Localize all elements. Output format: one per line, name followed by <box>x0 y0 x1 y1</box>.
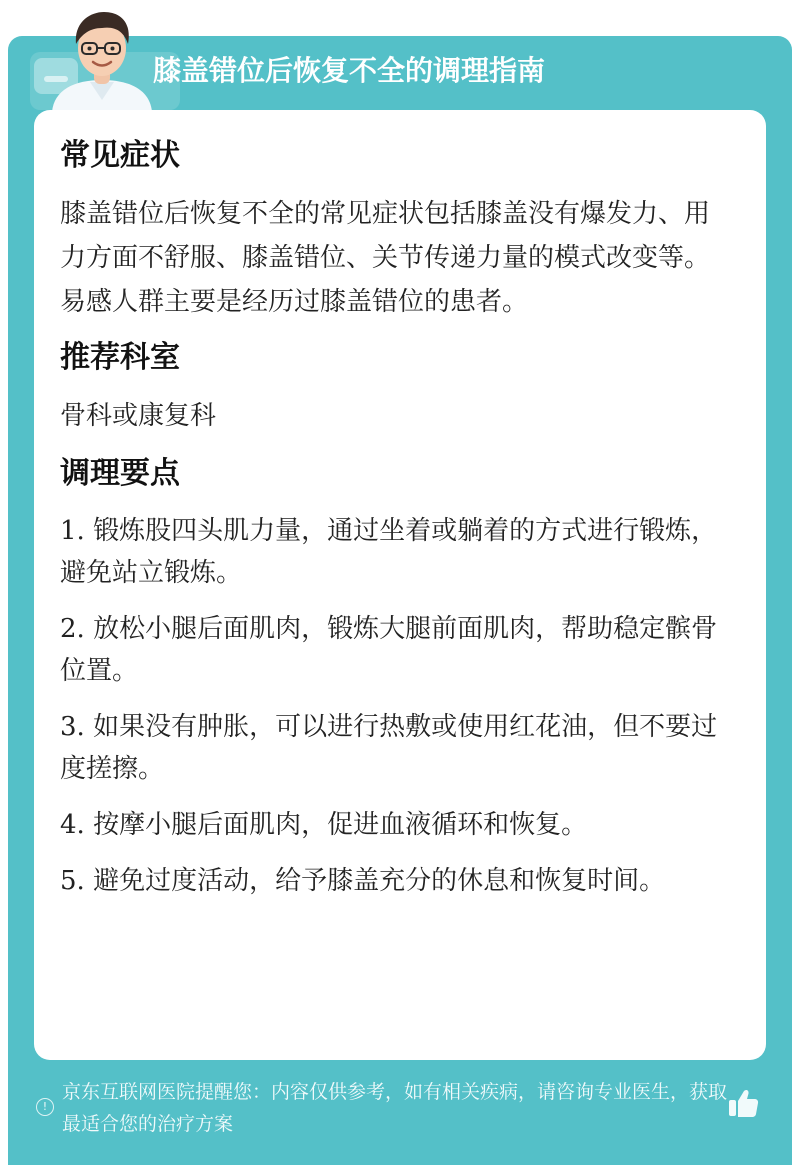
symptoms-text: 膝盖错位后恢复不全的常见症状包括膝盖没有爆发力、用力方面不舒服、膝盖错位、关节传递力量的模式改变等。易感人群主要是经历过膝盖错位的患者。 <box>60 199 711 317</box>
tip-text: 避免过度活动，给予膝盖充分的休息和恢复时间。 <box>93 866 666 896</box>
symptoms-title: 常见症状 <box>60 138 180 173</box>
info-icon: ! <box>36 1098 54 1116</box>
page-title: 膝盖错位后恢复不全的调理指南 <box>153 54 546 87</box>
tip-text: 放松小腿后面肌肉，锻炼大腿前面肌肉，帮助稳定髌骨位置。 <box>60 614 718 686</box>
tip-item <box>60 860 732 902</box>
tip-number: 4. <box>60 810 85 840</box>
thumbs-up-icon[interactable] <box>726 1086 760 1120</box>
tip-item <box>60 706 732 790</box>
tip-text: 如果没有肿胀，可以进行热敷或使用红花油，但不要过度搓擦。 <box>60 712 718 784</box>
tip-text: 按摩小腿后面肌肉，促进血液循环和恢复。 <box>93 810 588 840</box>
tip-item <box>60 608 732 692</box>
tip-item <box>60 510 732 594</box>
tip-text: 锻炼股四头肌力量，通过坐着或躺着的方式进行锻炼，避免站立锻炼。 <box>60 516 718 588</box>
tip-number: 2. <box>60 614 85 644</box>
tips-title: 调理要点 <box>60 456 180 491</box>
tip-number: 1. <box>60 516 85 546</box>
tip-number: 5. <box>60 866 85 896</box>
tip-number: 3. <box>60 712 85 742</box>
tip-item <box>60 804 732 846</box>
department-text: 骨科或康复科 <box>60 401 217 431</box>
doctor-avatar <box>46 4 158 112</box>
disclaimer-text: 京东互联网医院提醒您：内容仅供参考，如有相关疾病，请咨询专业医生，获取最适合您的治疗方案 <box>62 1081 728 1135</box>
footer <box>36 1076 776 1146</box>
department-title: 推荐科室 <box>60 340 180 375</box>
guide-content <box>60 134 732 916</box>
